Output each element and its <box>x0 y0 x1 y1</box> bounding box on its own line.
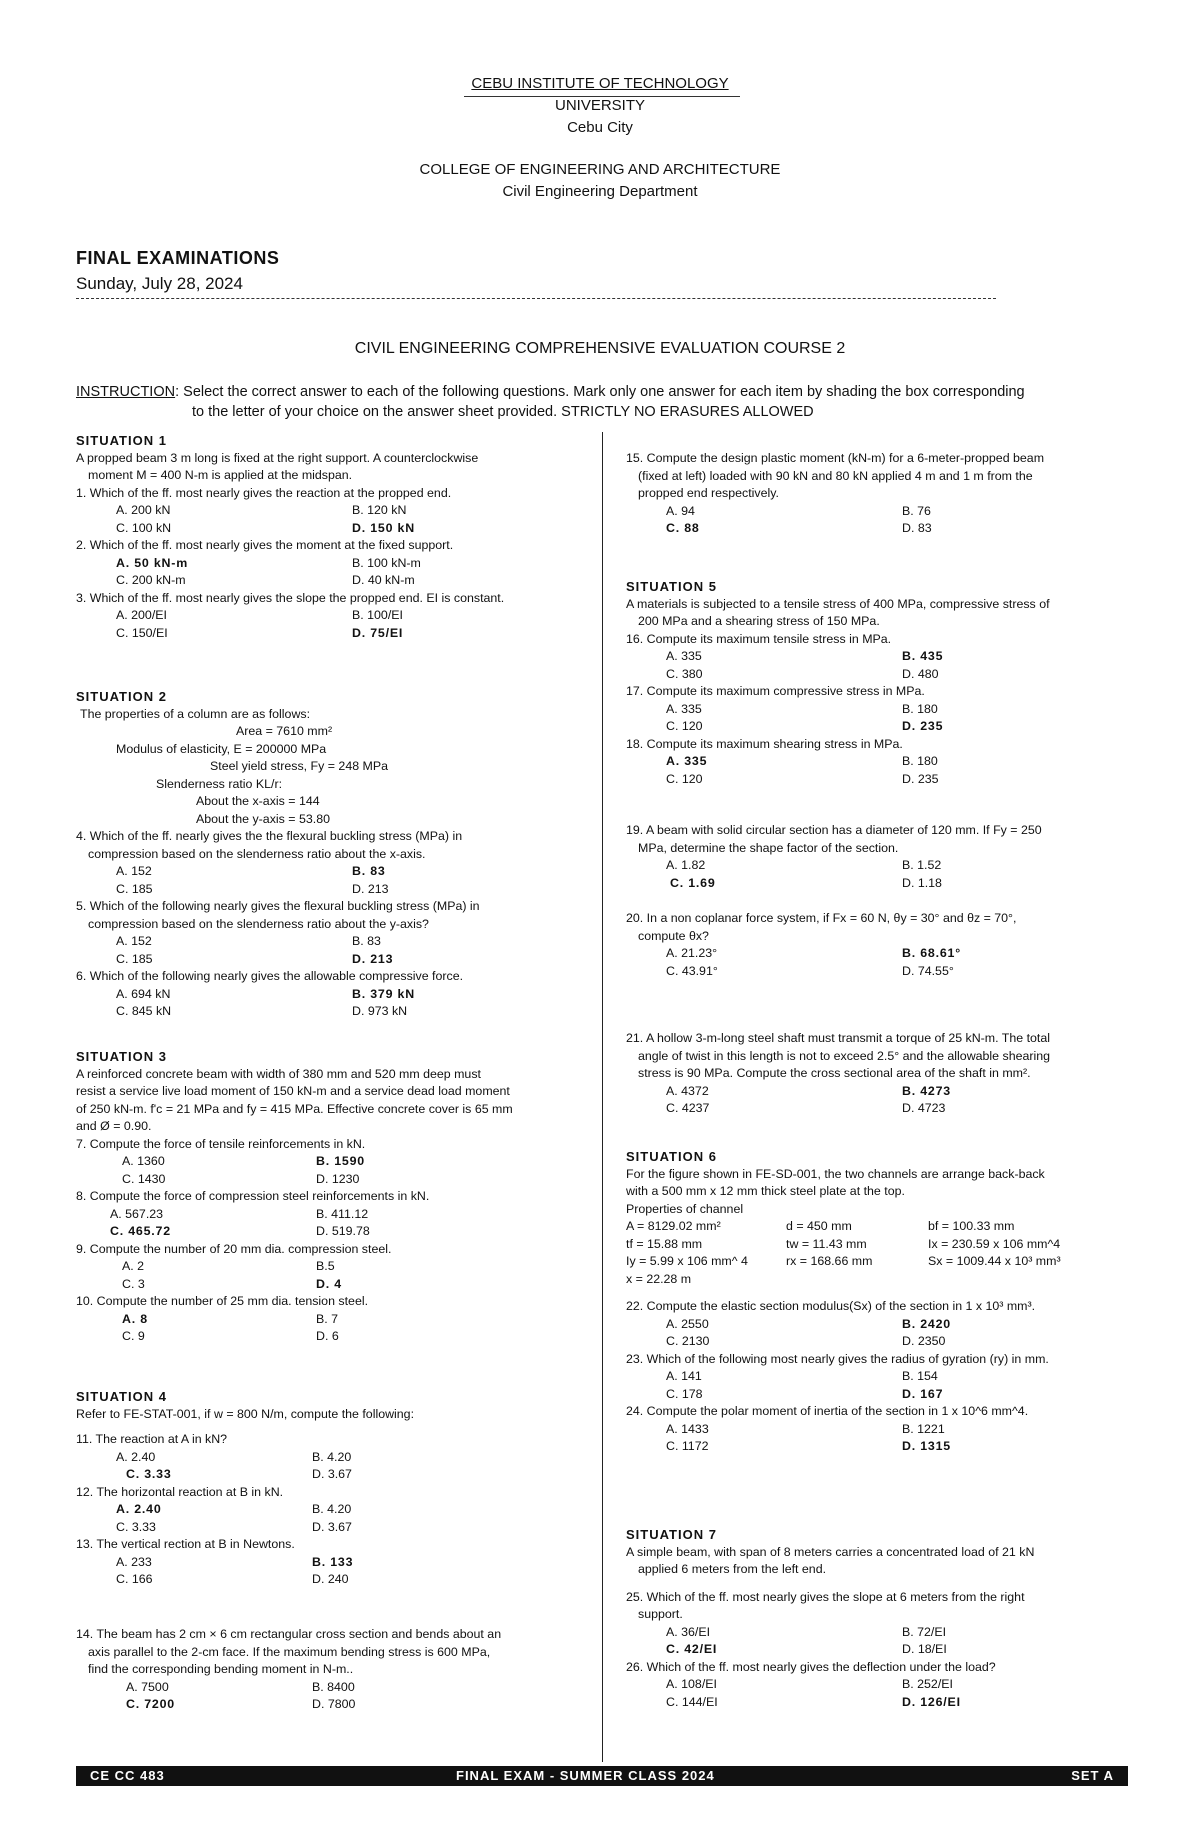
options-q18 <box>626 753 1126 788</box>
option: A. 2.40 <box>116 1449 156 1464</box>
option: B.5 <box>316 1259 335 1273</box>
situation-title: SITUATION 3 <box>76 1049 167 1064</box>
question-3: 3. Which of the ff. most nearly gives the slope the propped end. EI is constant. <box>76 590 505 605</box>
option: A. 108/EI <box>666 1677 717 1691</box>
situation-text: The properties of a column are as follows: <box>80 706 311 721</box>
situation-6 <box>626 1148 1126 1456</box>
option: B. 180 <box>902 701 938 716</box>
option: D. 213 <box>352 881 389 896</box>
options-q3 <box>76 607 588 642</box>
options-q2 <box>76 555 588 590</box>
option-answer: A. 335 <box>666 754 708 768</box>
college-name: COLLEGE OF ENGINEERING AND ARCHITECTURE <box>419 161 781 178</box>
option: C. 144/EI <box>666 1694 718 1709</box>
instruction-block <box>76 382 1136 422</box>
option: C. 43.91° <box>666 963 718 978</box>
situation-text: of 250 kN-m. f'c = 21 MPa and fy = 415 MPa. Effective concrete cover is 65 mm <box>76 1101 513 1116</box>
question-20: 20. In a non coplanar force system, if Fx = 60 N, θy = 30° and θz = 70°, <box>626 911 1017 925</box>
options-q20 <box>626 945 1126 980</box>
option: D. 18/EI <box>902 1642 947 1656</box>
question-22: 22. Compute the elastic section modulus(Sx) of the section in 1 x 10³ mm³. <box>626 1299 1036 1313</box>
property: d = 450 mm <box>786 1219 852 1233</box>
option: D. 2350 <box>902 1334 946 1348</box>
university-label: UNIVERSITY <box>554 97 645 114</box>
exam-title: FINAL EXAMINATIONS <box>76 248 280 268</box>
situation-text: A propped beam 3 m long is fixed at the right support. A counterclockwise <box>76 450 479 465</box>
question-16: 16. Compute its maximum tensile stress in MPa. <box>626 631 892 646</box>
option-answer: B. 4273 <box>902 1083 951 1098</box>
option: A. 2 <box>122 1259 145 1273</box>
option: C. 185 <box>116 951 153 966</box>
situation-title: SITUATION 6 <box>626 1149 717 1164</box>
options-q6 <box>76 986 588 1021</box>
option: C. 845 kN <box>116 1004 172 1018</box>
option: A. 2550 <box>666 1316 709 1331</box>
question-25: 25. Which of the ff. most nearly gives the slope at 6 meters from the right <box>626 1589 1025 1604</box>
option: B. 4.20 <box>312 1449 352 1464</box>
option: A. 233 <box>116 1554 152 1569</box>
option: A. 1360 <box>122 1154 165 1168</box>
option-answer: A. 8 <box>122 1311 148 1326</box>
column-divider <box>602 432 603 1762</box>
option-answer: B. 1590 <box>316 1154 365 1168</box>
footer-exam-label: FINAL EXAM - SUMMER CLASS 2024 <box>456 1768 715 1783</box>
option-answer: C. 88 <box>666 521 700 535</box>
options-q5 <box>76 933 588 968</box>
options-q4 <box>76 863 588 898</box>
situation-5 <box>626 578 1126 788</box>
option: B. 83 <box>352 934 381 948</box>
option-answer: D. 150 kN <box>352 520 415 535</box>
question-14-block <box>76 1626 588 1714</box>
options-q21 <box>626 1083 1126 1118</box>
institution-name: CEBU INSTITUTE OF TECHNOLOGY <box>471 75 729 92</box>
instruction-text-2: to the letter of your choice on the answer sheet provided. STRICTLY NO ERASURES ALLOWED <box>192 404 814 420</box>
option: C. 9 <box>122 1329 145 1343</box>
question-21-block <box>626 1030 1126 1118</box>
situation-title: SITUATION 5 <box>626 579 717 594</box>
question-13: 13. The vertical rection at B in Newtons. <box>76 1537 295 1551</box>
situation-4 <box>76 1388 588 1589</box>
question-10: 10. Compute the number of 25 mm dia. tension steel. <box>76 1294 369 1308</box>
option: B. 411.12 <box>316 1206 369 1221</box>
property: x = 22.28 m <box>626 1271 692 1286</box>
option: B. 76 <box>902 503 931 518</box>
property: bf = 100.33 mm <box>928 1219 1015 1233</box>
question-7: 7. Compute the force of tensile reinforcements in kN. <box>76 1136 366 1151</box>
options-q10 <box>76 1311 588 1346</box>
question-11: 11. The reaction at A in kN? <box>76 1432 228 1446</box>
option: C. 150/EI <box>116 625 168 640</box>
option: D. 7800 <box>312 1697 356 1711</box>
options-q12 <box>76 1501 588 1536</box>
option: D. 6 <box>316 1329 339 1343</box>
option: B. 72/EI <box>902 1624 947 1639</box>
option: A. 152 <box>116 934 152 948</box>
question-25-cont: support. <box>638 1607 683 1621</box>
options-q15 <box>626 503 1126 538</box>
option: A. 7500 <box>126 1679 169 1694</box>
dashed-divider <box>76 298 996 299</box>
question-20-cont: compute θx? <box>638 928 709 943</box>
question-18: 18. Compute its maximum shearing stress in MPa. <box>626 736 903 751</box>
instruction-label: INSTRUCTION <box>76 384 176 400</box>
question-21-cont: angle of twist in this length is not to exceed 2.5° and the allowable shearing <box>638 1048 1051 1063</box>
property-line: Modulus of elasticity, E = 200000 MPa <box>116 741 327 756</box>
options-q16 <box>626 648 1126 683</box>
option-answer: C. 1.69 <box>670 875 716 890</box>
department-name: Civil Engineering Department <box>502 183 698 200</box>
footer-course-code: CE CC 483 <box>90 1768 165 1783</box>
situation-text: with a 500 mm x 12 mm thick steel plate at the top. <box>626 1184 905 1198</box>
question-14-cont: find the corresponding bending moment in N-m.. <box>88 1662 354 1676</box>
question-20-block <box>626 910 1126 980</box>
header-rule <box>464 96 740 97</box>
question-26: 26. Which of the ff. most nearly gives the deflection under the load? <box>626 1659 996 1674</box>
question-19-cont: MPa, determine the shape factor of the section. <box>638 840 899 855</box>
exam-date: Sunday, July 28, 2024 <box>76 274 243 293</box>
option-answer: D. 167 <box>902 1386 944 1401</box>
option: D. 519.78 <box>316 1224 370 1238</box>
question-21-cont: stress is 90 MPa. Compute the cross sectional area of the shaft in mm². <box>638 1066 1031 1080</box>
option-answer: D. 4 <box>316 1276 342 1291</box>
option: A. 335 <box>666 701 702 716</box>
question-15: 15. Compute the design plastic moment (kN-m) for a 6-meter-propped beam <box>626 451 1045 465</box>
option: A. 1433 <box>666 1421 709 1436</box>
options-q7 <box>76 1153 588 1188</box>
option: D. 973 kN <box>352 1004 408 1018</box>
situation-3 <box>76 1048 588 1346</box>
situation-text: A materials is subjected to a tensile stress of 400 MPa, compressive stress of <box>626 596 1050 611</box>
question-1: 1. Which of the ff. most nearly gives the reaction at the propped end. <box>76 485 452 500</box>
city-label: Cebu City <box>567 119 633 136</box>
property: tw = 11.43 mm <box>786 1236 867 1251</box>
question-2: 2. Which of the ff. most nearly gives the moment at the fixed support. <box>76 538 454 552</box>
question-4-cont: compression based on the slenderness ratio about the x-axis. <box>88 846 426 861</box>
option-answer: A. 2.40 <box>116 1502 162 1516</box>
option: C. 1430 <box>122 1171 166 1186</box>
property: rx = 168.66 mm <box>786 1254 873 1268</box>
option: A. 200 kN <box>116 503 171 517</box>
option: C. 166 <box>116 1572 153 1586</box>
option: D. 74.55° <box>902 963 954 978</box>
options-q17 <box>626 701 1126 736</box>
option-answer: B. 83 <box>352 864 386 878</box>
option-answer: A. 50 kN-m <box>116 555 189 570</box>
option: B. 1.52 <box>902 858 942 872</box>
options-q9 <box>76 1258 588 1293</box>
option: C. 4237 <box>666 1101 710 1115</box>
option-answer: D. 1315 <box>902 1439 951 1453</box>
situation-1 <box>76 432 588 642</box>
option: A. 694 kN <box>116 986 171 1001</box>
option: D. 235 <box>902 771 939 786</box>
options-q26 <box>626 1676 1126 1711</box>
situation-text: For the figure shown in FE-SD-001, the two channels are arrange back-back <box>626 1166 1045 1181</box>
situation-title: SITUATION 4 <box>76 1389 167 1404</box>
option-answer: C. 465.72 <box>110 1224 171 1238</box>
situation-text: 200 MPa and a shearing stress of 150 MPa. <box>638 614 880 628</box>
option-answer: C. 3.33 <box>126 1467 172 1481</box>
option: C. 100 kN <box>116 520 172 535</box>
question-9: 9. Compute the number of 20 mm dia. compression steel. <box>76 1241 392 1256</box>
situation-title: SITUATION 2 <box>76 689 167 704</box>
option: A. 141 <box>666 1369 702 1383</box>
situation-2 <box>76 688 588 1021</box>
situation-title: SITUATION 1 <box>76 433 167 448</box>
option-answer: B. 435 <box>902 649 944 663</box>
question-15-cont: propped end respectively. <box>638 486 779 500</box>
option: D. 40 kN-m <box>352 573 415 587</box>
situation-text: applied 6 meters from the left end. <box>638 1562 827 1576</box>
question-15-block <box>626 450 1126 538</box>
property: tf = 15.88 mm <box>626 1236 703 1251</box>
option-answer: B. 68.61° <box>902 946 961 960</box>
option: B. 100/EI <box>352 608 403 622</box>
property-line: Area = 7610 mm² <box>236 724 333 738</box>
option: D. 3.67 <box>312 1519 352 1534</box>
options-q23 <box>626 1368 1126 1403</box>
option: D. 1.18 <box>902 875 942 890</box>
option: C. 380 <box>666 666 703 681</box>
question-8: 8. Compute the force of compression steel reinforcements in kN. <box>76 1189 430 1203</box>
options-q13 <box>76 1554 588 1589</box>
options-q1 <box>76 502 588 537</box>
option: C. 178 <box>666 1386 703 1401</box>
option: C. 185 <box>116 881 153 896</box>
option: D. 480 <box>902 666 939 681</box>
option-answer: D. 235 <box>902 719 944 733</box>
option: B. 252/EI <box>902 1677 953 1691</box>
option: C. 120 <box>666 771 703 786</box>
footer-set-label: SET A <box>1071 1768 1114 1783</box>
options-q22 <box>626 1316 1126 1351</box>
option: A. 94 <box>666 503 695 518</box>
property: Ix = 230.59 x 106 mm^4 <box>928 1236 1061 1251</box>
option: B. 4.20 <box>312 1502 352 1516</box>
option: C. 3.33 <box>116 1519 156 1534</box>
option: C. 2130 <box>666 1334 710 1348</box>
situation-text: resist a service live load moment of 150 kN-m and a service dead load moment <box>76 1084 510 1098</box>
option: B. 120 kN <box>352 503 407 517</box>
option-answer: B. 2420 <box>902 1316 951 1331</box>
option-answer: C. 42/EI <box>666 1642 718 1656</box>
option: A. 21.23° <box>666 946 718 960</box>
options-q8 <box>76 1206 588 1241</box>
option: A. 36/EI <box>666 1624 711 1639</box>
question-6: 6. Which of the following nearly gives the allowable compressive force. <box>76 969 464 983</box>
question-21: 21. A hollow 3-m-long steel shaft must transmit a torque of 25 kN-m. The total <box>626 1031 1051 1045</box>
option-answer: D. 126/EI <box>902 1694 961 1709</box>
situation-text: moment M = 400 N-m is applied at the midspan. <box>88 468 353 482</box>
option-answer: C. 7200 <box>126 1697 175 1711</box>
option: D. 3.67 <box>312 1467 352 1481</box>
option: C. 3 <box>122 1276 145 1291</box>
property: Iy = 5.99 x 106 mm^ 4 <box>626 1254 748 1268</box>
options-q14 <box>76 1679 588 1714</box>
property: A = 8129.02 mm² <box>626 1219 721 1233</box>
situation-text: and Ø = 0.90. <box>76 1119 152 1133</box>
option: C. 1172 <box>666 1439 709 1453</box>
option: B. 100 kN-m <box>352 555 421 570</box>
channel-properties <box>626 1218 1126 1271</box>
question-15-cont: (fixed at left) loaded with 90 kN and 80 kN applied 4 m and 1 m from the <box>638 468 1033 483</box>
options-q11 <box>76 1449 588 1484</box>
course-title: CIVIL ENGINEERING COMPREHENSIVE EVALUATION COURSE 2 <box>354 340 846 357</box>
properties-title: Properties of channel <box>626 1201 744 1216</box>
property-line: Steel yield stress, Fy = 248 MPa <box>210 759 389 773</box>
option: D. 240 <box>312 1572 349 1586</box>
question-17: 17. Compute its maximum compressive stress in MPa. <box>626 684 925 698</box>
option: A. 152 <box>116 864 152 878</box>
option: D. 83 <box>902 521 932 535</box>
situation-text: A reinforced concrete beam with width of 380 mm and 520 mm deep must <box>76 1066 481 1081</box>
question-14: 14. The beam has 2 cm × 6 cm rectangular cross section and bends about an <box>76 1627 502 1641</box>
option-answer: B. 379 kN <box>352 986 415 1001</box>
option: B. 1221 <box>902 1421 945 1436</box>
option: A. 200/EI <box>116 608 167 622</box>
situation-text: A simple beam, with span of 8 meters carries a concentrated load of 21 kN <box>626 1544 1035 1559</box>
options-q25 <box>626 1624 1126 1659</box>
question-5-cont: compression based on the slenderness ratio about the y-axis? <box>88 916 429 931</box>
property: Sx = 1009.44 x 10³ mm³ <box>928 1254 1061 1268</box>
option-answer: D. 75/EI <box>352 625 404 640</box>
question-4: 4. Which of the ff. nearly gives the the flexural buckling stress (MPa) in <box>76 829 463 843</box>
question-24: 24. Compute the polar moment of inertia of the section in 1 x 10^6 mm^4. <box>626 1404 1029 1418</box>
question-14-cont: axis parallel to the 2-cm face. If the maximum bending stress is 600 MPa, <box>88 1644 491 1659</box>
property-line: Slenderness ratio KL/r: <box>156 776 283 791</box>
situation-7 <box>626 1526 1126 1711</box>
option: D. 1230 <box>316 1171 360 1186</box>
instruction-text-1: : Select the correct answer to each of the following questions. Mark only one answer for each item by shading the box corresponding <box>175 384 1025 400</box>
situation-title: SITUATION 7 <box>626 1527 717 1542</box>
option: A. 335 <box>666 649 702 663</box>
property-line: About the y-axis = 53.80 <box>196 811 330 826</box>
question-19: 19. A beam with solid circular section has a diameter of 120 mm. If Fy = 250 <box>626 823 1042 837</box>
option: D. 4723 <box>902 1101 946 1115</box>
option-answer: B. 133 <box>312 1554 354 1569</box>
options-q19 <box>626 857 1126 892</box>
option-answer: D. 213 <box>352 951 394 966</box>
option: A. 1.82 <box>666 858 706 872</box>
option: B. 154 <box>902 1369 938 1383</box>
option: C. 120 <box>666 719 703 733</box>
options-q24 <box>626 1421 1126 1456</box>
question-5: 5. Which of the following nearly gives the flexural buckling stress (MPa) in <box>76 899 480 913</box>
property-line: About the x-axis = 144 <box>196 794 320 808</box>
option: A. 567.23 <box>110 1206 164 1221</box>
option: A. 4372 <box>666 1083 709 1098</box>
footer-bar <box>76 1766 1128 1786</box>
option: B. 180 <box>902 754 938 768</box>
option: B. 8400 <box>312 1679 355 1694</box>
question-19-block <box>626 822 1126 892</box>
question-23: 23. Which of the following most nearly gives the radius of gyration (ry) in mm. <box>626 1351 1049 1366</box>
question-12: 12. The horizontal reaction at B in kN. <box>76 1484 284 1499</box>
option: C. 200 kN-m <box>116 573 186 587</box>
option: B. 7 <box>316 1311 339 1326</box>
situation-text: Refer to FE-STAT-001, if w = 800 N/m, compute the following: <box>76 1406 415 1421</box>
